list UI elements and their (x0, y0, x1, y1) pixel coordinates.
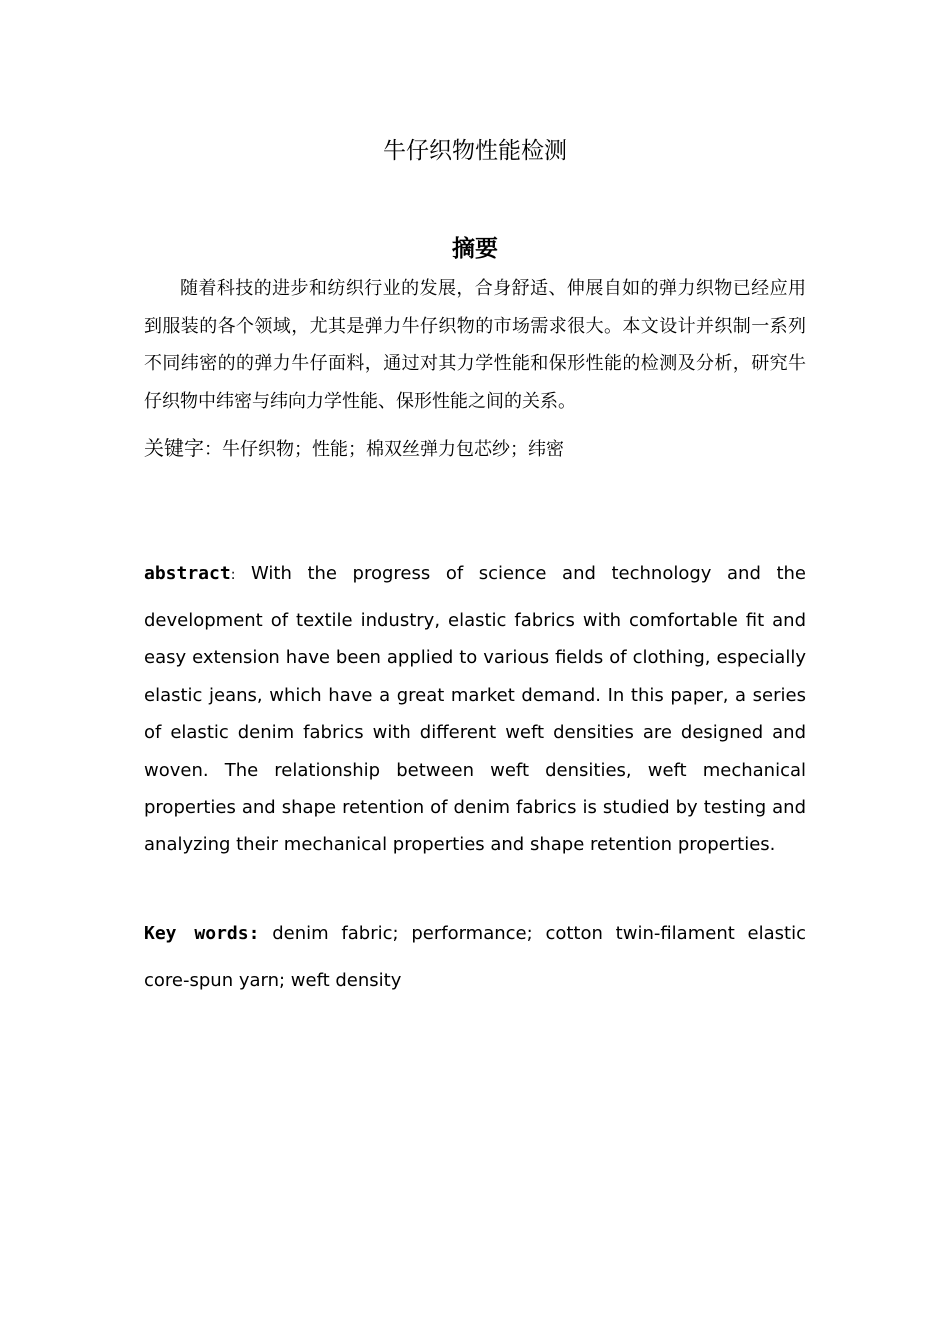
english-keywords-label: Key words: (144, 923, 260, 944)
english-abstract-paragraph (144, 555, 806, 864)
abstract-heading: 摘要 (452, 236, 498, 262)
english-keywords-rest: core-spun yarn; weft density (144, 970, 402, 991)
english-abstract-body: development of textile industry, elastic fabrics with comfortable fit and easy extension have been applied to various fields of clothing, especially elastic jeans, which have a great market demand. In this paper, a series of elastic denim fabrics with different weft densities are designed and woven. The relationship between weft densities, weft mechanical properties and shape retention of denim fabrics is studied by testing and analyzing their mechanical properties and shape retention properties. (144, 610, 806, 856)
english-abstract-line1: With the progress of science and technology and the (251, 563, 806, 584)
english-keywords-first-line (144, 915, 806, 952)
english-abstract-separator: : (230, 567, 236, 583)
document-title: 牛仔织物性能检测 (383, 138, 567, 164)
english-keywords-line1: denim fabric; performance; cotton twin-filament elastic (272, 923, 806, 944)
english-keywords (144, 915, 806, 999)
chinese-abstract-paragraph: 随着科技的进步和纺织行业的发展，合身舒适、伸展自如的弹力织物已经应用到服装的各个领域，尤其是弹力牛仔织物的市场需求很大。本文设计并织制一系列不同纬密的的弹力牛仔面料，通过对其力学性能和保形性能的检测及分析，研究牛仔织物中纬密与纬向力学性能、保形性能之间的关系。 (144, 278, 806, 412)
english-abstract-label: abstract (144, 563, 231, 584)
chinese-keywords (144, 432, 806, 466)
chinese-keywords-separator: ： (204, 439, 222, 460)
english-abstract-first-line (144, 555, 806, 592)
chinese-keywords-text: 牛仔织物；性能；棉双丝弹力包芯纱；纬密 (222, 439, 564, 460)
chinese-keywords-label: 关键字 (144, 436, 204, 460)
